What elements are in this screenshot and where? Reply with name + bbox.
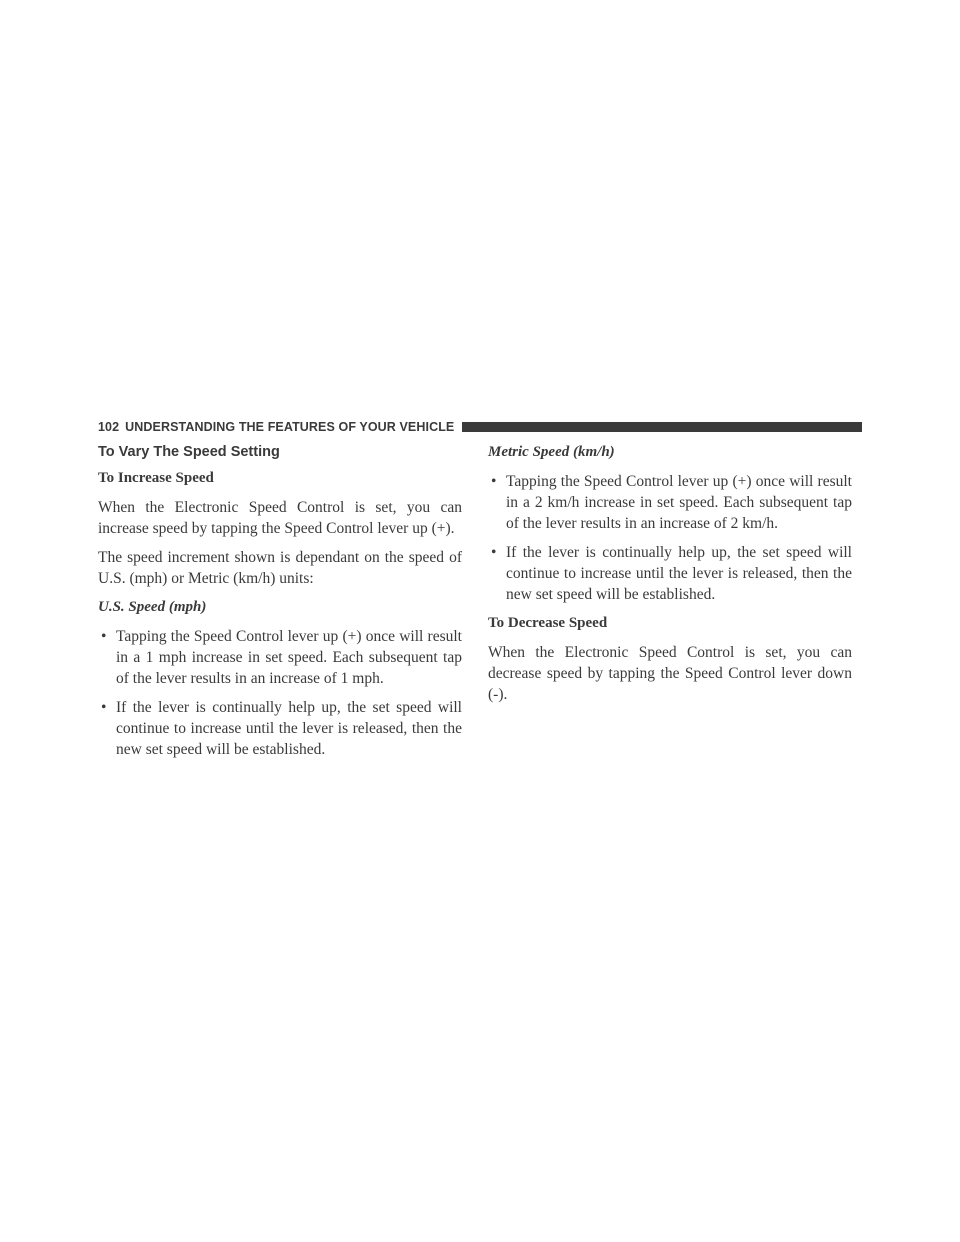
decrease-speed-heading: To Decrease Speed: [488, 615, 608, 631]
metric-speed-heading: Metric Speed (km/h): [488, 444, 615, 460]
bullet-icon: •: [101, 699, 107, 716]
list-item-text: If the lever is continually help up, the set speed will continue to increase until the lever is released, then the new set speed will be established.: [506, 544, 852, 603]
section-title: To Vary The Speed Setting: [98, 444, 280, 460]
list-item: [488, 542, 852, 605]
list-item-text: Tapping the Speed Control lever up (+) once will result in a 2 km/h increase in set speed. Each subsequent tap of the lever results in an increase of 2 km/h.: [506, 473, 852, 532]
page-header: [98, 418, 862, 436]
header-rule: [462, 422, 862, 432]
speed-increment-paragraph: The speed increment shown is dependant on the speed of U.S. (mph) or Metric (km/h) units:: [98, 549, 462, 587]
list-item-text: If the lever is continually help up, the set speed will continue to increase until the lever is released, then the new set speed will be established.: [116, 699, 462, 758]
list-item: [98, 626, 462, 689]
left-column: [98, 442, 462, 768]
bullet-icon: •: [491, 473, 497, 490]
header-section-title: UNDERSTANDING THE FEATURES OF YOUR VEHICLE: [125, 420, 455, 434]
us-speed-heading: U.S. Speed (mph): [98, 599, 207, 615]
us-speed-list: [98, 626, 462, 760]
bullet-icon: •: [491, 544, 497, 561]
metric-speed-list: [488, 471, 852, 605]
list-item-text: Tapping the Speed Control lever up (+) once will result in a 1 mph increase in set speed. Each subsequent tap of the lever results in an increase of 1 mph.: [116, 628, 462, 687]
bullet-icon: •: [101, 628, 107, 645]
list-item: [98, 697, 462, 760]
page-number: 102: [98, 420, 120, 434]
increase-speed-heading: To Increase Speed: [98, 470, 214, 486]
increase-speed-paragraph: When the Electronic Speed Control is set, you can increase speed by tapping the Speed Control lever up (+).: [98, 499, 462, 537]
list-item: [488, 471, 852, 534]
right-column: [488, 442, 852, 713]
decrease-speed-paragraph: When the Electronic Speed Control is set, you can decrease speed by tapping the Speed Control lever down (-).: [488, 644, 852, 703]
